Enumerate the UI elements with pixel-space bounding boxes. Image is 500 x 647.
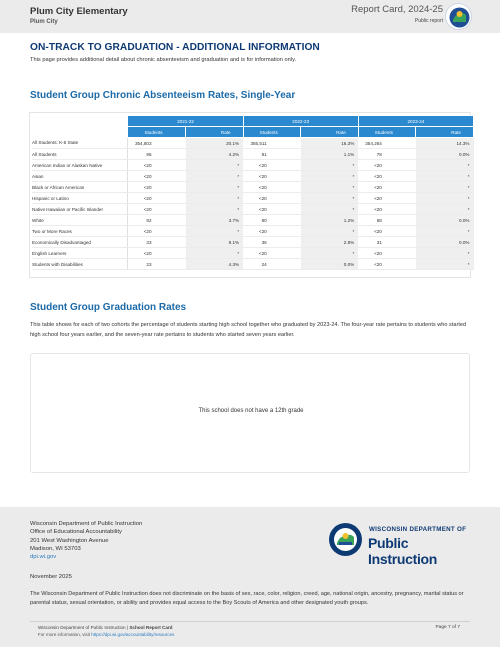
table-row <box>32 204 474 215</box>
students-cell: <20 <box>358 226 416 237</box>
rate-cell: * <box>301 226 359 237</box>
table-row <box>32 215 474 226</box>
student-group-label: Students with Disabilities <box>32 259 128 270</box>
doc-title: School Report Card <box>129 625 173 630</box>
student-group-label: All Students: K-5 State <box>32 138 128 149</box>
rate-cell: * <box>186 193 244 204</box>
students-cell: 354,264 <box>358 138 416 149</box>
student-group-label: Two or More Races <box>32 226 128 237</box>
student-group-label: English Learners <box>32 248 128 259</box>
page-footer <box>0 507 500 647</box>
students-cell: <20 <box>128 226 186 237</box>
rate-cell: * <box>186 160 244 171</box>
students-cell: <20 <box>243 160 301 171</box>
students-column-header: Students <box>243 127 301 138</box>
dpi-contact-block <box>30 520 142 561</box>
students-cell: <20 <box>128 248 186 259</box>
absenteeism-section-title: Student Group Chronic Absenteeism Rates, Single-Year <box>30 90 296 101</box>
rate-cell: * <box>186 204 244 215</box>
rate-column-header: Rate <box>301 127 359 138</box>
students-cell: 23 <box>128 259 186 270</box>
page-number: Page 7 of 7 <box>435 625 460 630</box>
year-header: 2022-23 <box>243 116 358 127</box>
students-cell: <20 <box>128 160 186 171</box>
rate-cell: * <box>186 248 244 259</box>
year-header-row <box>32 116 474 127</box>
absenteeism-table-body <box>32 138 474 270</box>
absenteeism-table <box>32 115 474 270</box>
student-group-label: Economically Disadvantaged <box>32 237 128 248</box>
year-header: 2023-24 <box>358 116 473 127</box>
student-group-label: All Students <box>32 149 128 160</box>
students-cell: <20 <box>358 259 416 270</box>
rate-cell: 4.3% <box>186 259 244 270</box>
rate-cell: * <box>301 193 359 204</box>
state-seal-logo-icon <box>445 3 472 30</box>
table-row <box>32 149 474 160</box>
students-cell: <20 <box>128 171 186 182</box>
students-cell: <20 <box>358 248 416 259</box>
rate-cell: 0.0% <box>301 259 359 270</box>
rate-cell: 14.3% <box>416 138 474 149</box>
rate-cell: 2.8% <box>301 237 359 248</box>
doc-source-line: Wisconsin Department of Public Instruction | School Report Card <box>38 625 173 630</box>
rate-cell: 1.1% <box>301 149 359 160</box>
students-cell: <20 <box>358 182 416 193</box>
school-name: Plum City Elementary <box>30 6 128 17</box>
table-row <box>32 193 474 204</box>
students-cell: <20 <box>128 193 186 204</box>
rate-cell: * <box>416 193 474 204</box>
rate-cell: 0.0% <box>416 237 474 248</box>
rate-cell: * <box>416 171 474 182</box>
year-header: 2021-22 <box>128 116 243 127</box>
students-cell: <20 <box>128 204 186 215</box>
students-cell: <20 <box>358 204 416 215</box>
students-cell: 82 <box>128 215 186 226</box>
doc-source: Wisconsin Department of Public Instruction <box>38 625 126 630</box>
rate-cell: * <box>416 204 474 215</box>
rate-cell: * <box>301 248 359 259</box>
dpi-logo-line2: Public Instruction <box>368 535 438 567</box>
no-data-message: This school does not have a 12th grade <box>198 408 304 414</box>
table-corner <box>32 127 128 138</box>
students-cell: 36 <box>243 237 301 248</box>
rate-column-header: Rate <box>416 127 474 138</box>
dpi-name: Wisconsin Department of Public Instruction <box>30 521 143 527</box>
rate-cell: 3.7% <box>186 215 244 226</box>
students-column-header: Students <box>128 127 186 138</box>
student-group-label: White <box>32 215 128 226</box>
district-name: Plum City <box>30 19 58 25</box>
table-corner <box>32 116 128 127</box>
student-group-label: Native Hawaiian or Pacific Islander <box>32 204 128 215</box>
more-info-line <box>38 632 174 637</box>
table-row <box>32 237 474 248</box>
rate-cell: * <box>416 226 474 237</box>
students-cell: 31 <box>358 237 416 248</box>
rate-cell: 16.3% <box>301 138 359 149</box>
students-cell: <20 <box>128 182 186 193</box>
rate-cell: 20.1% <box>186 138 244 149</box>
nondiscrimination-notice: The Wisconsin Department of Public Instruction does not discriminate on the basis of sex, race, color, religion, creed, age, national origin, ancestry, pregnancy, marital status or parental status, sexual orientation, or ability and provides equal access to the Boy Scouts of America and other designated youth groups. <box>30 591 464 606</box>
dpi-office: Office of Educational Accountability <box>30 529 122 536</box>
rate-cell: 0.0% <box>416 215 474 226</box>
student-group-label: Asian <box>32 171 128 182</box>
column-header-row <box>32 127 474 138</box>
students-cell: <20 <box>243 182 301 193</box>
students-cell: <20 <box>243 248 301 259</box>
rate-cell: 4.2% <box>186 149 244 160</box>
rate-cell: * <box>301 171 359 182</box>
students-cell: 24 <box>243 259 301 270</box>
students-cell: <20 <box>358 160 416 171</box>
rate-cell: * <box>301 182 359 193</box>
student-group-label: Hispanic or Latino <box>32 193 128 204</box>
report-title: Report Card, 2024-25 <box>351 4 443 15</box>
rate-cell: * <box>416 182 474 193</box>
students-cell: 354,803 <box>128 138 186 149</box>
report-header <box>0 0 500 33</box>
dpi-city: Madison, WI 53703 <box>30 545 81 552</box>
rate-cell: * <box>186 182 244 193</box>
rate-cell: * <box>416 259 474 270</box>
footer-divider <box>30 621 470 622</box>
rate-column-header: Rate <box>186 127 244 138</box>
rate-cell: * <box>186 226 244 237</box>
report-subtitle: Public report <box>414 18 443 24</box>
report-date: November 2025 <box>30 574 72 580</box>
students-cell: 80 <box>243 215 301 226</box>
dpi-seal-icon <box>329 523 362 556</box>
table-row <box>32 182 474 193</box>
students-column-header: Students <box>358 127 416 138</box>
graduation-section-title: Student Group Graduation Rates <box>30 302 187 313</box>
students-cell: <20 <box>243 204 301 215</box>
table-row <box>32 160 474 171</box>
table-row <box>32 248 474 259</box>
students-cell: 355,511 <box>243 138 301 149</box>
students-cell: <20 <box>243 193 301 204</box>
table-row <box>32 259 474 270</box>
table-row <box>32 138 474 149</box>
students-cell: 91 <box>243 149 301 160</box>
more-info-link[interactable]: https://dpi.wi.gov/accountability/resources <box>91 632 175 637</box>
graduation-description: This table shows for each of two cohorts the percentage of students starting high school together who graduated by 2023-24. The four-year rate pertains to students who started high school four years earlier, and the seven-year rate pertains to students who started seven years earlier. <box>30 322 467 338</box>
graduation-data-panel <box>30 353 470 473</box>
students-cell: <20 <box>243 171 301 182</box>
rate-cell: * <box>301 160 359 171</box>
page-intro: This page provides additional detail about chronic absenteeism and graduation and is for information only. <box>30 57 297 63</box>
dpi-logo <box>329 523 471 567</box>
students-cell: 95 <box>128 149 186 160</box>
students-cell: 78 <box>358 149 416 160</box>
rate-cell: * <box>416 160 474 171</box>
student-group-label: American Indian or Alaskan Native <box>32 160 128 171</box>
more-info-label: For more information, visit <box>38 632 91 637</box>
students-cell: <20 <box>243 226 301 237</box>
rate-cell: * <box>416 248 474 259</box>
table-row <box>32 226 474 237</box>
rate-cell: 1.2% <box>301 215 359 226</box>
students-cell: <20 <box>358 193 416 204</box>
rate-cell: 0.0% <box>416 149 474 160</box>
students-cell: <20 <box>358 171 416 182</box>
student-group-label: Black or African American <box>32 182 128 193</box>
rate-cell: * <box>186 171 244 182</box>
rate-cell: 9.1% <box>186 237 244 248</box>
dpi-website-link[interactable]: dpi.wi.gov <box>30 554 57 561</box>
dpi-street: 201 West Washington Avenue <box>30 537 109 544</box>
page-title: ON-TRACK TO GRADUATION - ADDITIONAL INFORMATION <box>30 42 320 53</box>
table-row <box>32 171 474 182</box>
students-cell: 68 <box>358 215 416 226</box>
rate-cell: * <box>301 204 359 215</box>
students-cell: 33 <box>128 237 186 248</box>
dpi-logo-line1: WISCONSIN DEPARTMENT OF <box>369 526 467 533</box>
